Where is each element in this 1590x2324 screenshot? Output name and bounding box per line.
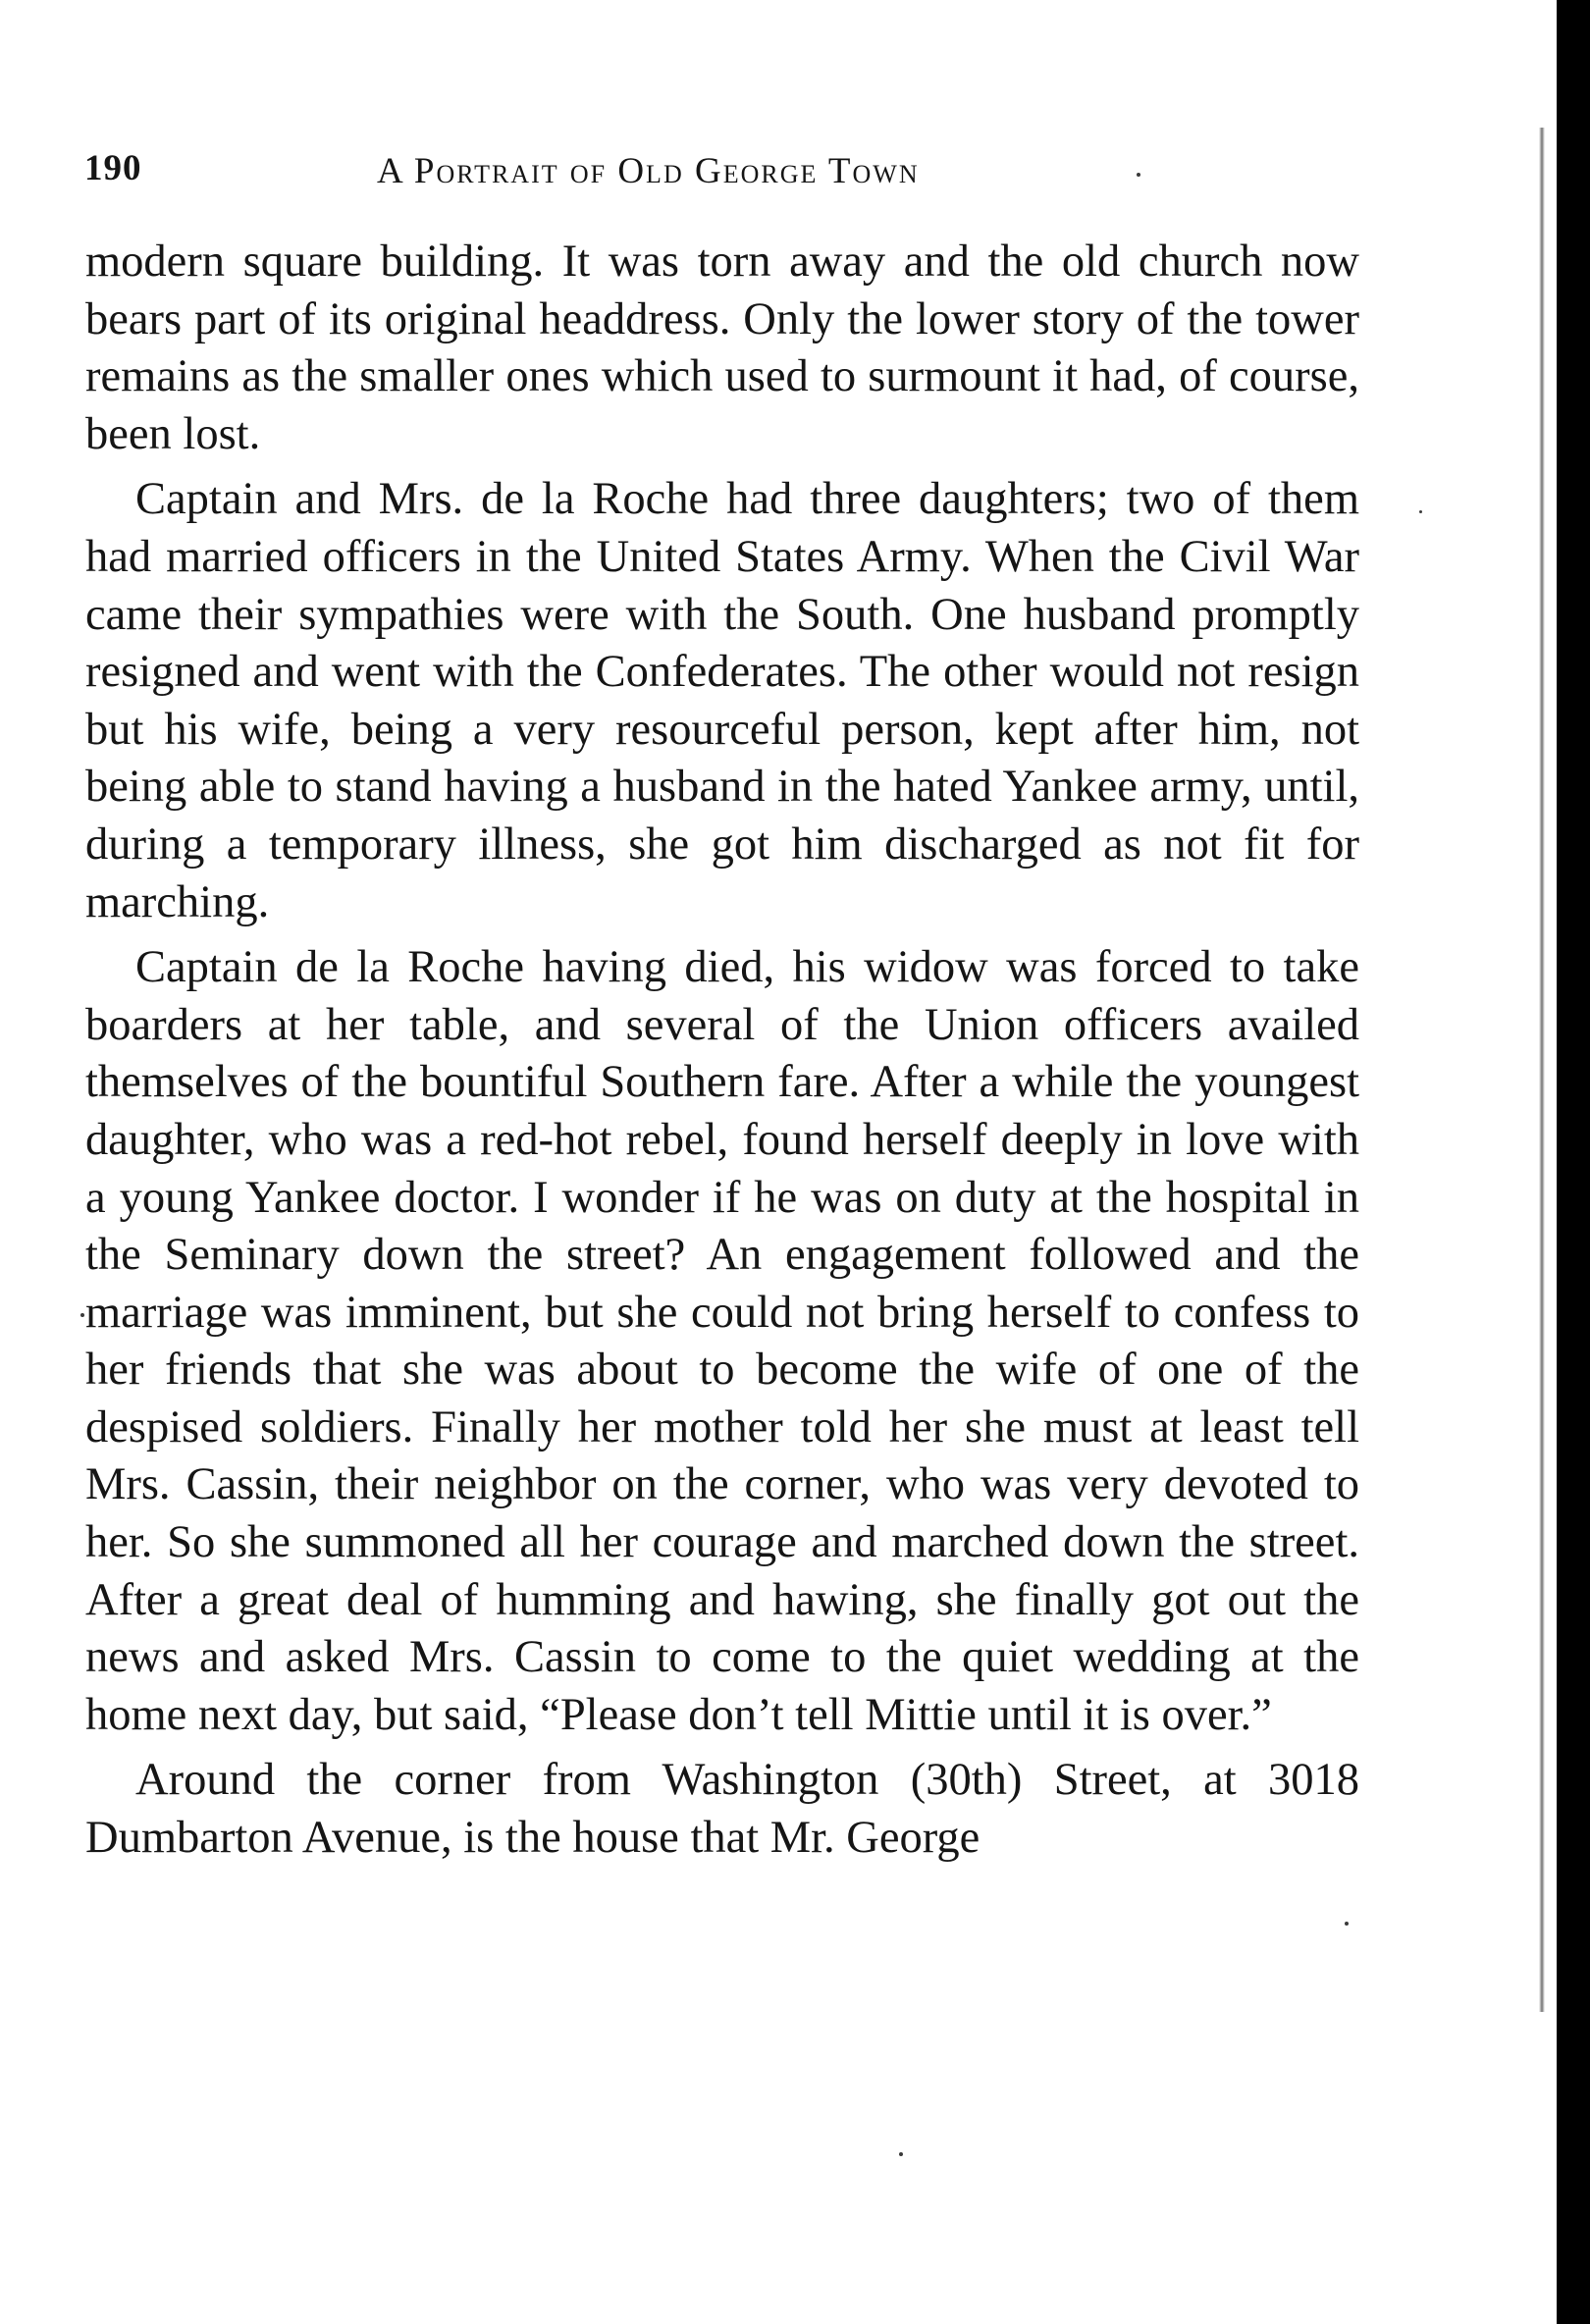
paragraph-de-la-roche-daughters: Captain and Mrs. de la Roche had three daughters; two of them had married officers in the United States Army. When the Civil War came their sympathies were with the South. One husband promptly resigned and went with the Confederates. The other would not resign but his wife, being a very resourceful person, kept after him, not being able to stand having a husband in the hated Yankee army, until, during a temporary illness, she got him discharged as not fit for marching. xyxy=(85,474,1359,927)
paragraph-continuation: modern square building. It was torn away and the old church now bears part of its original headdress. Only the lower story of the tower remains as the smaller ones which used to surmount it had, of course, been lost. xyxy=(85,237,1359,459)
scan-speck xyxy=(1345,1922,1349,1926)
scan-speck xyxy=(1137,173,1140,177)
paragraph-boarders-wedding: Captain de la Roche having died, his widow was forced to take boarders at her table, and several of the Union officers availed themselves of the bountiful Southern fare. After a while the youngest daughter, who was a red-hot rebel, found herself deeply in love with a young Yankee doctor. I wonder if he was on duty at the hospital in the Seminary down the street? An engagement followed and the marriage was imminent, but she could not bring herself to confess to her friends that she was about to become the wife of one of the despised soldiers. Finally her mother told her she must at least tell Mrs. Cassin, their neighbor on the corner, who was very devoted to her. So she summoned all her courage and marched down the street. After a great deal of humming and hawing, she finally got out the news and asked Mrs. Cassin to come to the quiet wedding at the home next day, but said, “Please don’t tell Mittie until it is over.” xyxy=(85,942,1359,1740)
running-head-title: A Portrait of Old George Town xyxy=(377,151,920,191)
paragraph-dumbarton-avenue: Around the corner from Washington (30th) Street, at 3018 Dumbarton Avenue, is the house that Mr. George xyxy=(85,1755,1359,1864)
scan-gutter-shadow xyxy=(1539,128,1545,2012)
body-text xyxy=(85,234,1359,1875)
scan-edge-bar xyxy=(1557,0,1590,2324)
scan-speck xyxy=(1419,510,1422,513)
scan-speck xyxy=(80,1313,84,1317)
scan-speck xyxy=(899,2152,903,2156)
page-number: 190 xyxy=(84,148,142,188)
